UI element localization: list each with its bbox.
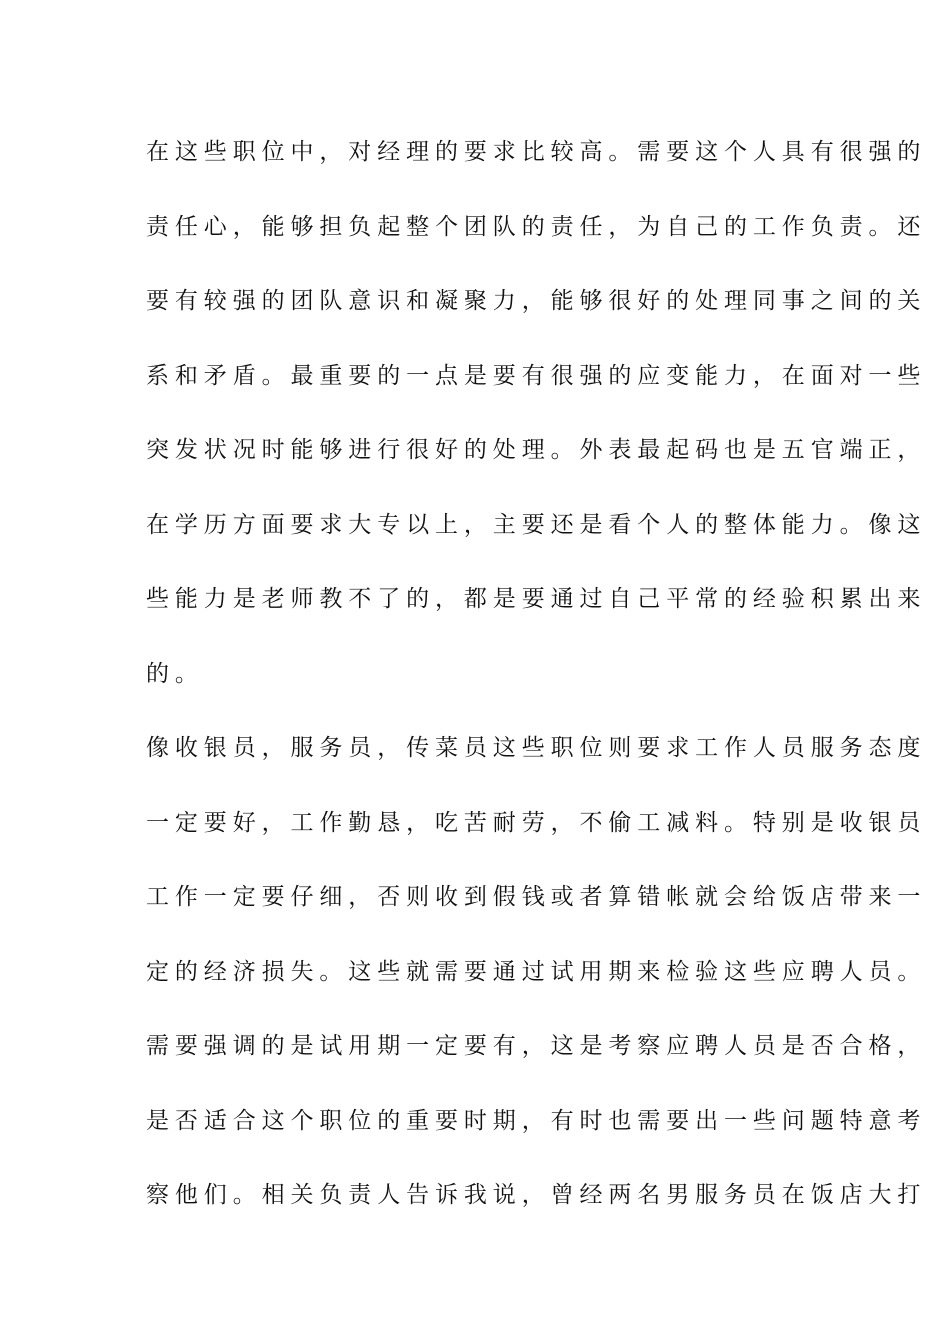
text-line: 责任心，能够担负起整个团队的责任，为自己的工作负责。还 [146, 213, 927, 240]
text-line: 是否适合这个职位的重要时期，有时也需要出一些问题特意考 [146, 1107, 927, 1134]
text-line: 系和矛盾。最重要的一点是要有很强的应变能力，在面对一些 [146, 362, 927, 389]
text-line: 一定要好，工作勤恳，吃苦耐劳，不偷工减料。特别是收银员 [146, 809, 927, 836]
text-line: 要有较强的团队意识和凝聚力，能够很好的处理同事之间的关 [146, 288, 927, 314]
text-line: 在学历方面要求大专以上，主要还是看个人的整体能力。像这 [146, 511, 927, 538]
text-line: 需要强调的是试用期一定要有，这是考察应聘人员是否合格， [146, 1033, 927, 1059]
text-line: 在这些职位中，对经理的要求比较高。需要这个人具有很强的 [146, 139, 927, 165]
text-line: 的。 [146, 660, 204, 687]
text-line: 突发状况时能够进行很好的处理。外表最起码也是五官端正， [146, 437, 927, 463]
text-line: 些能力是老师教不了的，都是要通过自己平常的经验积累出来 [146, 586, 927, 612]
text-line: 定的经济损失。这些就需要通过试用期来检验这些应聘人员。 [146, 958, 927, 985]
text-line: 察他们。相关负责人告诉我说，曾经两名男服务员在饭店大打 [146, 1182, 927, 1208]
body-text [146, 128, 927, 1246]
text-line: 像收银员，服务员，传菜员这些职位则要求工作人员服务态度 [146, 735, 927, 761]
text-line: 工作一定要仔细，否则收到假钱或者算错帐就会给饭店带来一 [146, 884, 927, 910]
